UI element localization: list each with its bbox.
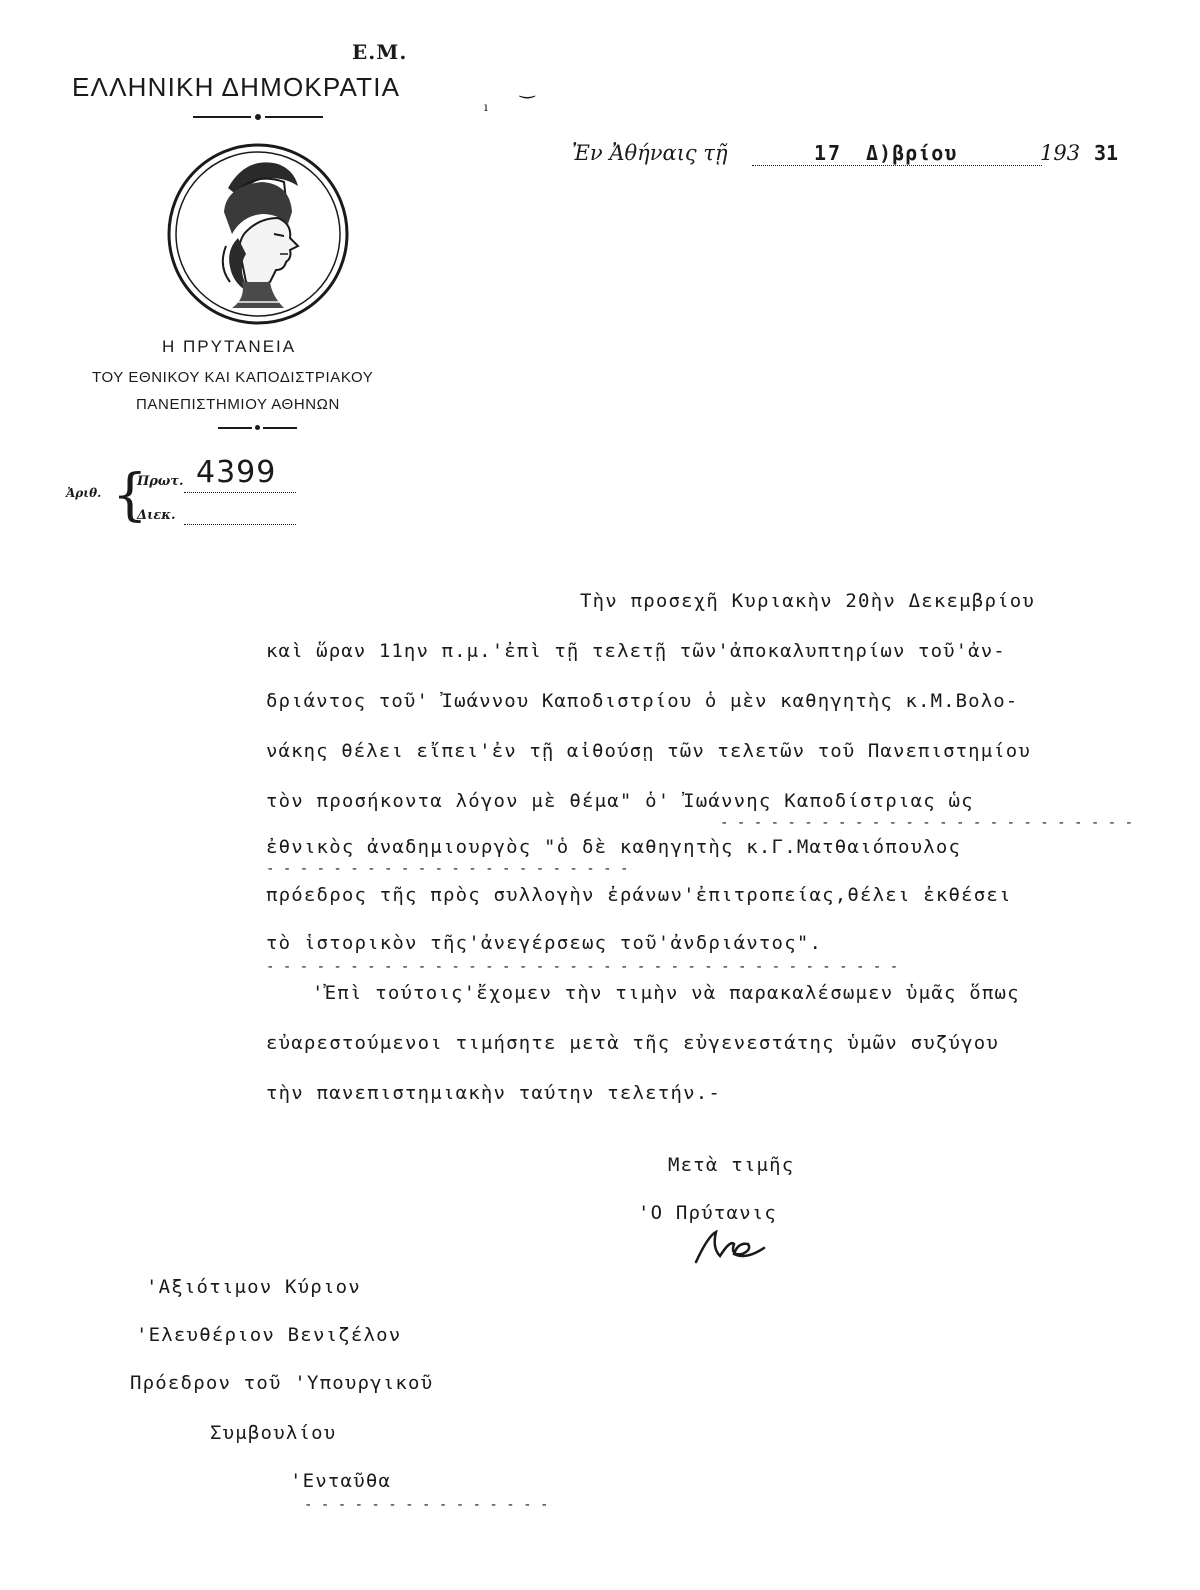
diek-dotted-line xyxy=(184,524,296,525)
signature-icon xyxy=(690,1226,770,1266)
body-line: πρόεδρος τῆς πρὸς συλλογὴν ἐράνων'ἐπιτροπείας,θέλει ἐκθέσει xyxy=(266,884,1012,906)
underline-dashes: - - - - - - - - - - - - - - - - - - - - - - - - - xyxy=(720,815,1134,831)
letterhead-rule xyxy=(218,427,252,429)
university-name-line2: ΠΑΝΕΠΙΣΤΗΜΙΟΥ ΑΘΗΝΩΝ xyxy=(136,396,340,413)
diek-label: Διεκ. xyxy=(137,508,176,523)
date-dotted-line xyxy=(752,165,1042,166)
arith-label: Ἀριθ. xyxy=(66,486,102,500)
body-line: εὐαρεστούμενοι τιμήσητε μετὰ τῆς εὐγενεστάτης ὑμῶν συζύγου xyxy=(266,1032,1000,1054)
body-line: καὶ ὥραν 11ην π.μ.'ἐπὶ τῇ τελετῇ τῶν'ἀποκαλυπτηρίων τοῦ'ἀν- xyxy=(266,640,1006,662)
letterhead-rule xyxy=(263,427,297,429)
letterhead-rule xyxy=(193,116,251,118)
body-line: τὴν πανεπιστημιακὴν ταύτην τελετήν.- xyxy=(266,1082,722,1104)
stray-mark: ı xyxy=(484,100,488,114)
protocol-brace: { xyxy=(112,463,148,528)
university-name-line1: ΤΟΥ ΕΘΝΙΚΟΥ ΚΑΙ ΚΑΠΟΔΙΣΤΡΙΑΚΟΥ xyxy=(92,369,374,386)
date-prefix: Ἐν Ἀθήναις τῇ xyxy=(572,141,728,165)
closing-signatory: 'Ο Πρύτανις xyxy=(638,1202,778,1224)
underline-dashes: - - - - - - - - - - - - - - - - - - - - - - xyxy=(266,861,629,877)
recipient-line: 'Αξιότιμον Κύριον xyxy=(146,1276,361,1298)
recipient-line: Συμβουλίου xyxy=(210,1422,337,1444)
protocol-label: Πρωτ. xyxy=(137,474,184,489)
rectorate-title: Η ΠΡΥΤΑΝΕΙΑ xyxy=(162,337,297,356)
letterhead-rule-dot xyxy=(255,114,261,120)
athena-seal-icon xyxy=(166,142,350,326)
date-month: Δ)βρίου xyxy=(866,141,958,165)
date-century: 193 xyxy=(1040,141,1081,165)
body-line: τὸ ἱστορικὸν τῆς'ἀνεγέρσεως τοῦ'ἀνδριάντος". xyxy=(266,932,823,954)
protocol-number: 4399 xyxy=(196,455,277,490)
stray-mark: ‿ xyxy=(520,78,535,99)
letterhead-rule xyxy=(265,116,323,118)
classification-mark: Ε.Μ. xyxy=(352,40,408,64)
body-line: νάκης θέλει εἴπει'ἐν τῇ αἰθούσῃ τῶν τελετῶν τοῦ Πανεπιστημίου xyxy=(266,740,1031,762)
body-line: δριάντος τοῦ' Ἰωάννου Καποδιστρίου ὁ μὲν καθηγητὴς κ.Μ.Βολο- xyxy=(266,690,1019,712)
recipient-line: Πρόεδρον τοῦ 'Υπουργικοῦ xyxy=(130,1372,434,1394)
body-line: 'Ἐπὶ τούτοις'ἔχομεν τὴν τιμὴν νὰ παρακαλέσωμεν ὑμᾶς ὅπως xyxy=(312,982,1020,1004)
letterhead-rule-dot xyxy=(255,425,260,430)
underline-dashes: - - - - - - - - - - - - - - - xyxy=(304,1497,549,1513)
body-line: Τὴν προσεχῆ Κυριακὴν 20ὴν Δεκεμβρίου xyxy=(580,590,1036,612)
letterhead-republic: ΕΛΛΗΝΙΚΗ ΔΗΜΟΚΡΑΤΙΑ xyxy=(72,72,401,102)
body-line: ἐθνικὸς ἀναδημιουργὸς "ὁ δὲ καθηγητὴς κ.Γ.Ματθαιόπουλος xyxy=(266,836,962,858)
date-day: 17 xyxy=(814,141,843,165)
underline-dashes: - - - - - - - - - - - - - - - - - - - - - - - - - - - - - - - - - - - - - - xyxy=(266,959,899,975)
recipient-line: 'Ελευθέριον Βενιζέλον xyxy=(136,1324,402,1346)
body-line: τὸν προσήκοντα λόγον μὲ θέμα" ὁ' Ἰωάννης Καποδίστριας ὡς xyxy=(266,790,974,812)
protocol-dotted-line xyxy=(184,492,296,493)
recipient-line: 'Ενταῦθα xyxy=(290,1470,392,1492)
closing-regards: Μετὰ τιμῆς xyxy=(668,1154,795,1176)
date-year: 31 xyxy=(1094,141,1119,165)
